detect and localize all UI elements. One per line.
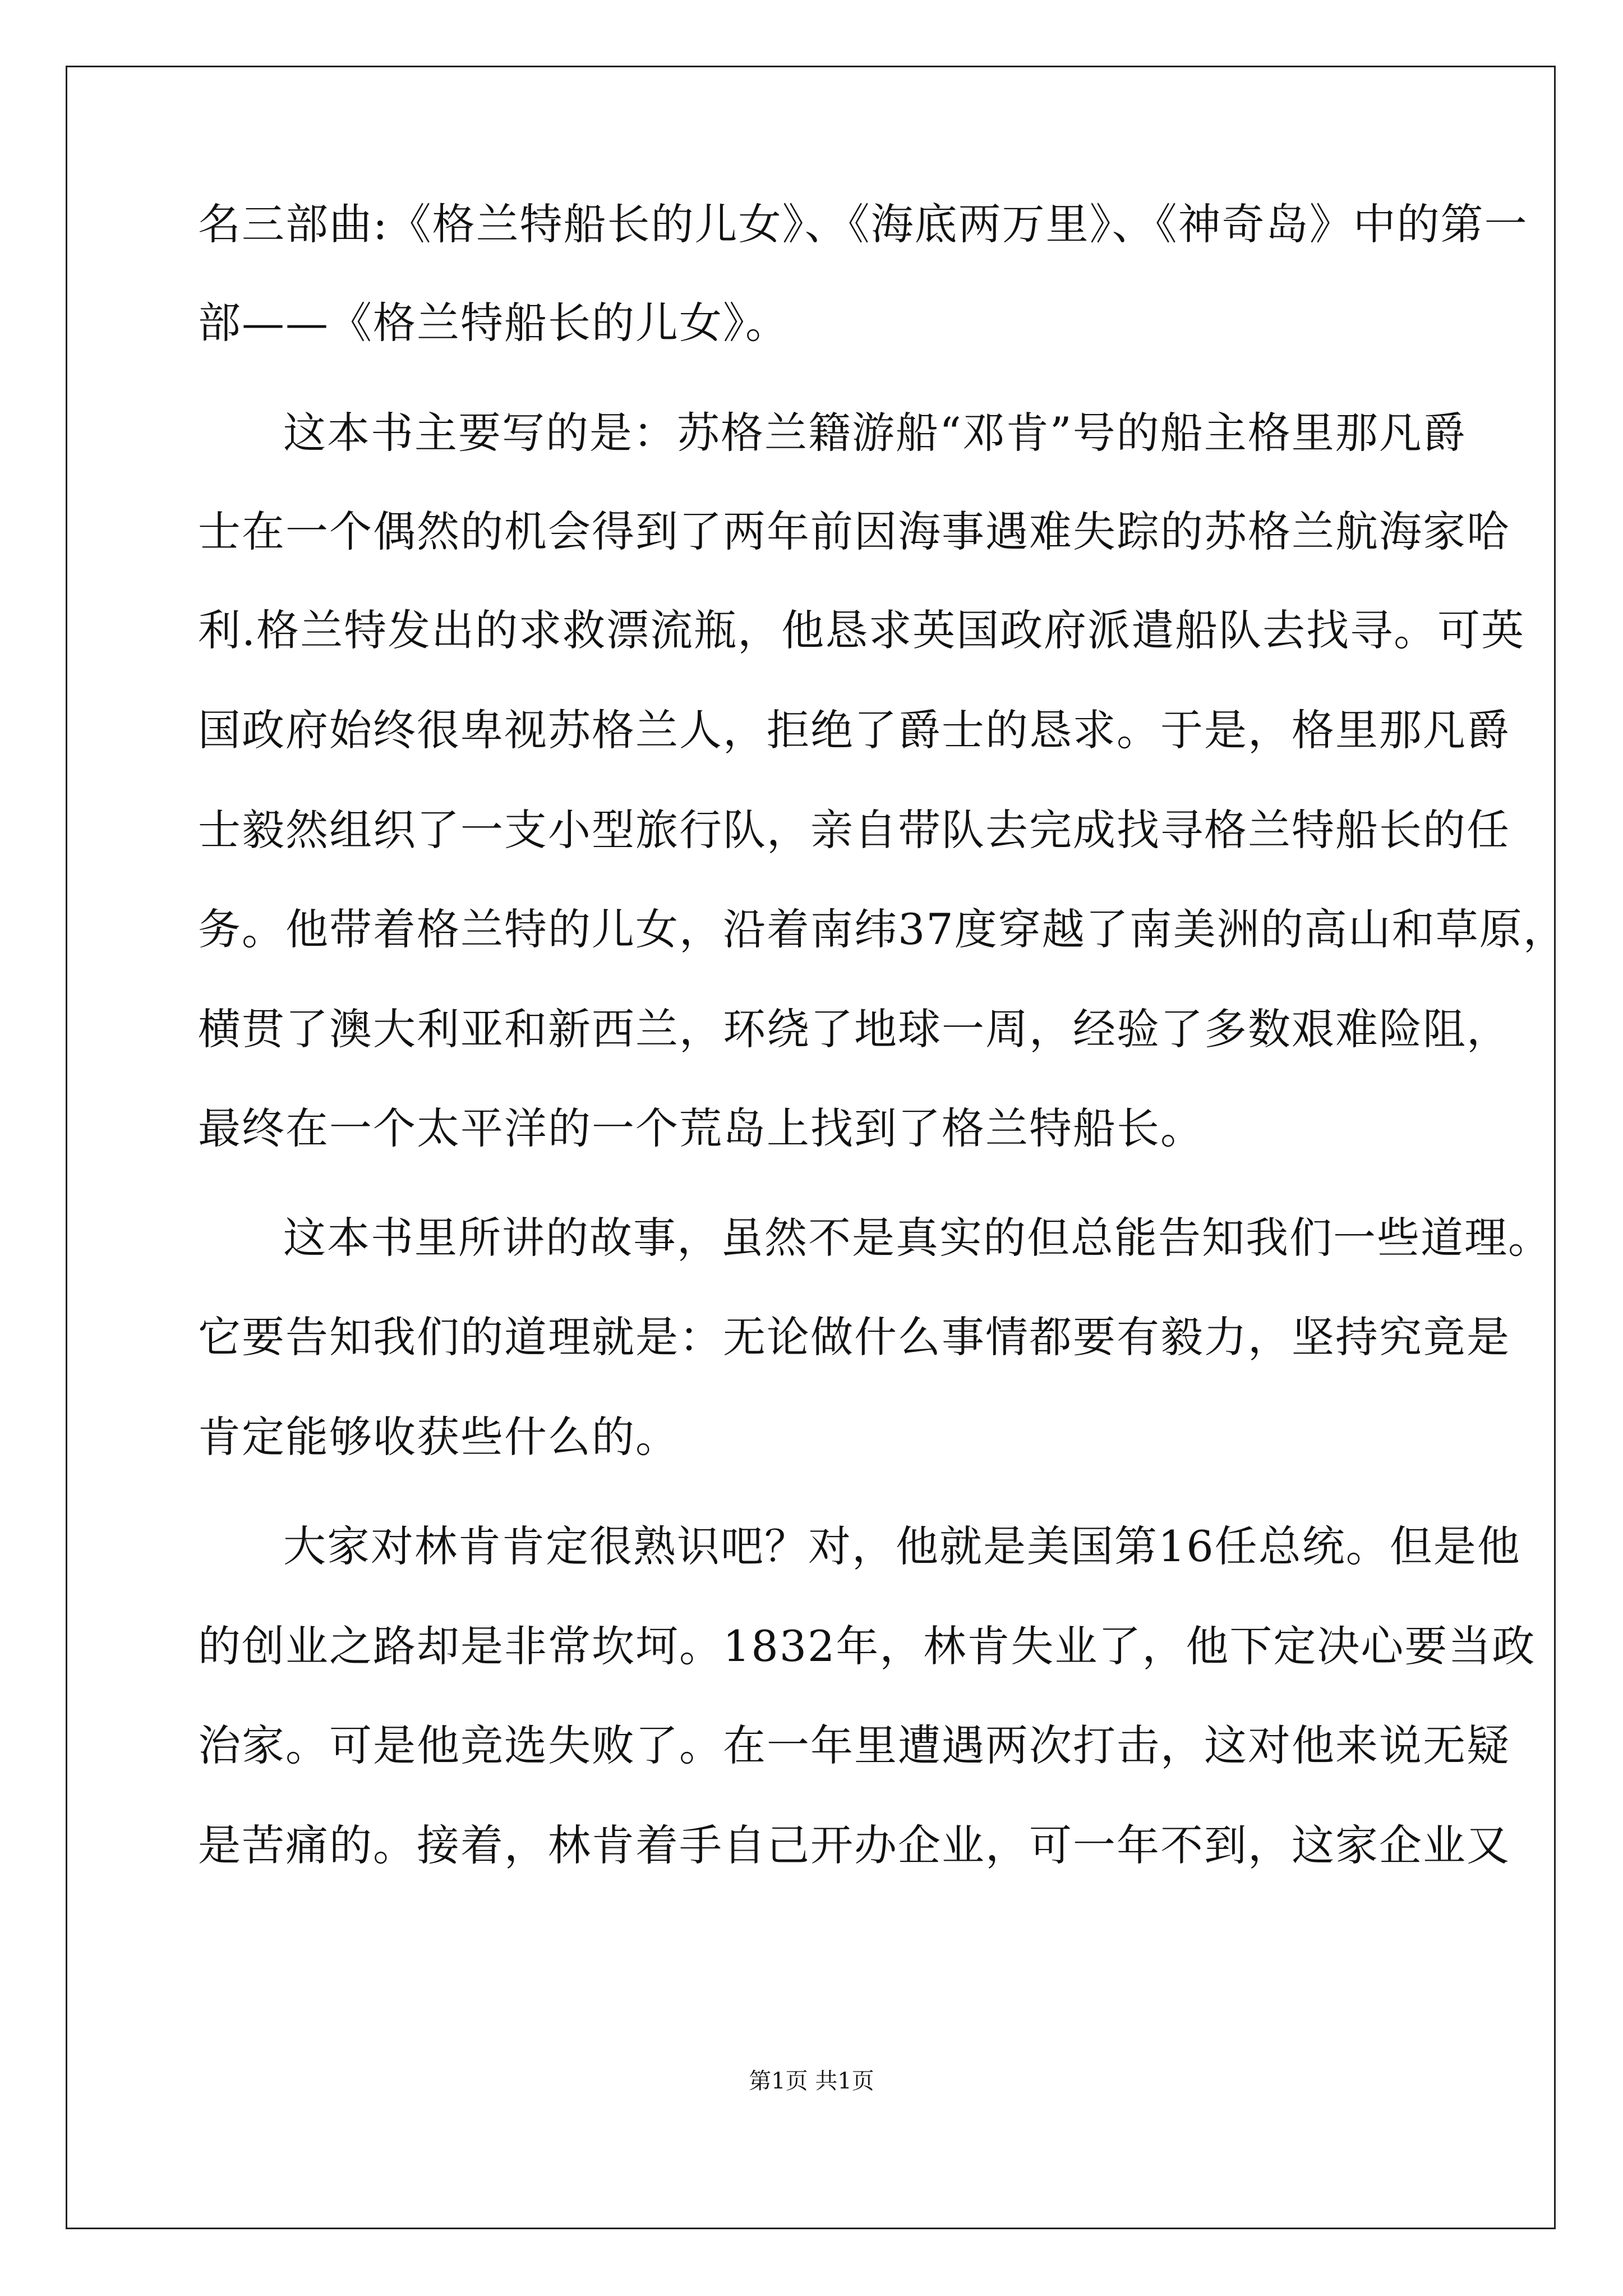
page-number: 第1页 共1页 bbox=[749, 2068, 874, 2094]
text-line: 是苦痛的。接着，林肯着手自己开办企业，可一年不到，这家企业又 bbox=[198, 1820, 1510, 1870]
text-line: 它要告知我们的道理就是：无论做什么事情都要有毅力，坚持究竟是 bbox=[198, 1312, 1510, 1362]
text-line: 大家对林肯肯定很熟识吧？对，他就是美国第16任总统。但是他 bbox=[283, 1521, 1521, 1571]
text-line: 的创业之路却是非常坎坷。1832年，林肯失业了，他下定决心要当政 bbox=[198, 1621, 1536, 1671]
text-line: 肯定能够收获些什么的。 bbox=[198, 1412, 679, 1462]
text-line: 治家。可是他竞选失败了。在一年里遭遇两次打击，这对他来说无疑 bbox=[198, 1720, 1510, 1770]
text-line: 横贯了澳大利亚和新西兰，环绕了地球一周，经验了多数艰难险阻， bbox=[198, 1004, 1510, 1054]
text-line: 国政府始终很卑视苏格兰人，拒绝了爵士的恳求。于是，格里那凡爵 bbox=[198, 705, 1510, 755]
text-line: 务。他带着格兰特的儿女，沿着南纬37度穿越了南美洲的高山和草原， bbox=[198, 904, 1567, 954]
text-line: 这本书主要写的是：苏格兰籍游船“邓肯”号的船主格里那凡爵 bbox=[283, 408, 1467, 458]
text-line: 最终在一个太平洋的一个荒岛上找到了格兰特船长。 bbox=[198, 1103, 1204, 1153]
text-line: 士在一个偶然的机会得到了两年前因海事遇难失踪的苏格兰航海家哈 bbox=[198, 507, 1510, 556]
text-line: 名三部曲:《格兰特船长的儿女》、《海底两万里》、《神奇岛》中的第一 bbox=[198, 199, 1528, 249]
text-line: 利.格兰特发出的求救漂流瓶，他恳求英国政府派遣船队去找寻。可英 bbox=[198, 605, 1525, 655]
text-line: 这本书里所讲的故事，虽然不是真实的但总能告知我们一些道理。 bbox=[283, 1213, 1552, 1263]
text-line: 士毅然组织了一支小型旅行队，亲自带队去完成找寻格兰特船长的任 bbox=[198, 805, 1510, 855]
text-line: 部——《格兰特船长的儿女》。 bbox=[198, 298, 789, 348]
